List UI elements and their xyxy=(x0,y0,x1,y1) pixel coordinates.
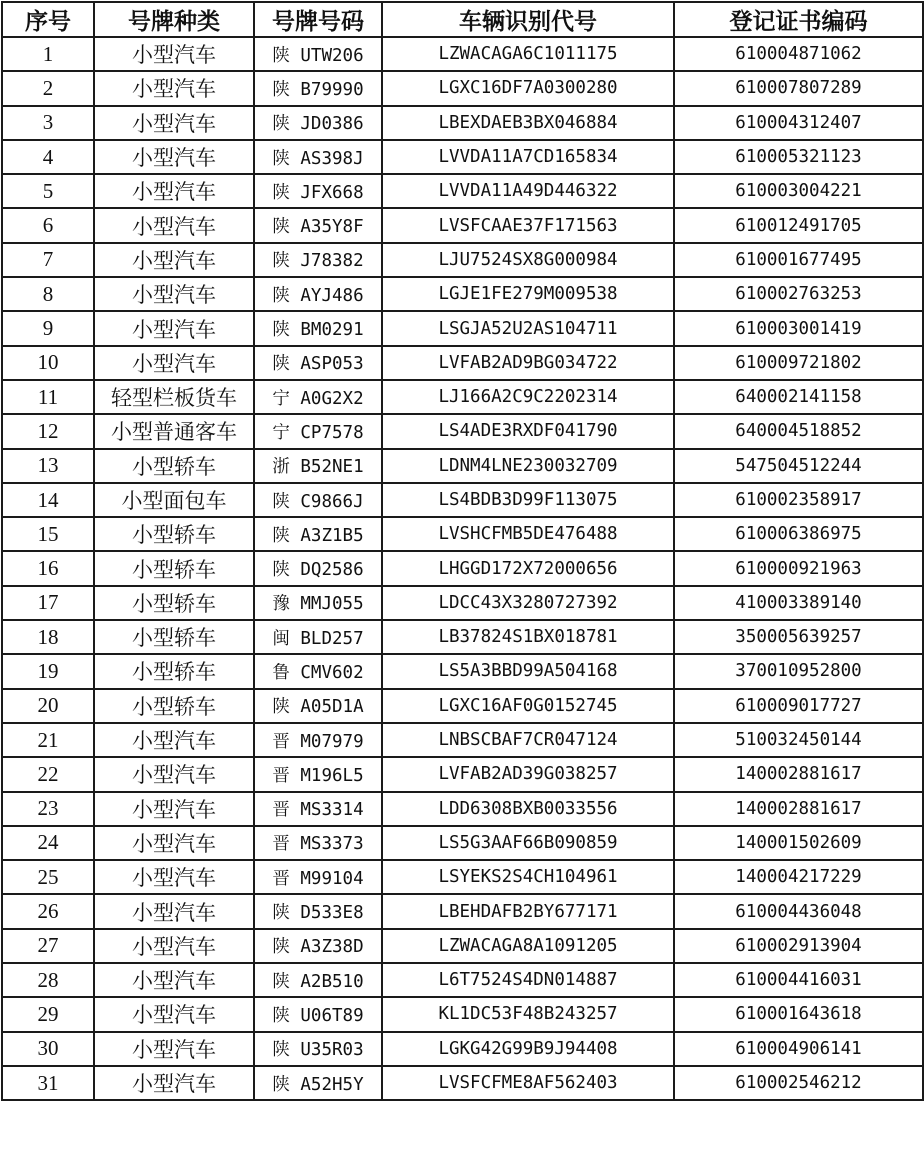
table-row xyxy=(2,689,923,723)
table-row xyxy=(2,311,923,345)
cell-plate-number: 陕 JD0386 xyxy=(254,106,382,140)
cell-seq: 27 xyxy=(2,929,94,963)
cell-seq: 5 xyxy=(2,174,94,208)
cell-certificate-code: 610000921963 xyxy=(674,551,923,585)
cell-plate-number: 晋 M07979 xyxy=(254,723,382,757)
cell-vin: L6T7524S4DN014887 xyxy=(382,963,674,997)
cell-plate-number: 陕 C9866J xyxy=(254,483,382,517)
cell-plate-type: 小型汽车 xyxy=(94,1066,254,1100)
cell-plate-number: 陕 UTW206 xyxy=(254,37,382,71)
cell-certificate-code: 610001677495 xyxy=(674,243,923,277)
table-row xyxy=(2,1032,923,1066)
cell-certificate-code: 140002881617 xyxy=(674,792,923,826)
table-row xyxy=(2,243,923,277)
table-row xyxy=(2,997,923,1031)
cell-seq: 14 xyxy=(2,483,94,517)
table-row xyxy=(2,380,923,414)
cell-seq: 15 xyxy=(2,517,94,551)
cell-vin: LBEXDAEB3BX046884 xyxy=(382,106,674,140)
cell-plate-type: 小型汽车 xyxy=(94,792,254,826)
cell-certificate-code: 547504512244 xyxy=(674,449,923,483)
cell-vin: LS5A3BBD99A504168 xyxy=(382,654,674,688)
cell-seq: 18 xyxy=(2,620,94,654)
cell-certificate-code: 640004518852 xyxy=(674,414,923,448)
table-row xyxy=(2,929,923,963)
cell-plate-number: 晋 MS3314 xyxy=(254,792,382,826)
header-row xyxy=(2,2,923,37)
cell-certificate-code: 610007807289 xyxy=(674,71,923,105)
cell-plate-number: 陕 B79990 xyxy=(254,71,382,105)
table-row xyxy=(2,551,923,585)
cell-certificate-code: 610001643618 xyxy=(674,997,923,1031)
cell-plate-number: 鲁 CMV602 xyxy=(254,654,382,688)
cell-vin: LVSFCFME8AF562403 xyxy=(382,1066,674,1100)
cell-plate-type: 小型汽车 xyxy=(94,997,254,1031)
cell-certificate-code: 140001502609 xyxy=(674,826,923,860)
table-row xyxy=(2,106,923,140)
table-row xyxy=(2,826,923,860)
cell-certificate-code: 610002913904 xyxy=(674,929,923,963)
cell-seq: 21 xyxy=(2,723,94,757)
cell-vin: LGKG42G99B9J94408 xyxy=(382,1032,674,1066)
cell-plate-type: 小型汽车 xyxy=(94,140,254,174)
cell-plate-number: 晋 M99104 xyxy=(254,860,382,894)
cell-certificate-code: 610003004221 xyxy=(674,174,923,208)
cell-plate-number: 宁 A0G2X2 xyxy=(254,380,382,414)
cell-plate-number: 陕 AYJ486 xyxy=(254,277,382,311)
cell-seq: 31 xyxy=(2,1066,94,1100)
cell-vin: LVFAB2AD39G038257 xyxy=(382,757,674,791)
cell-seq: 20 xyxy=(2,689,94,723)
cell-vin: LZWACAGA6C1011175 xyxy=(382,37,674,71)
cell-vin: LJU7524SX8G000984 xyxy=(382,243,674,277)
cell-vin: LDNM4LNE230032709 xyxy=(382,449,674,483)
table-row xyxy=(2,71,923,105)
cell-seq: 30 xyxy=(2,1032,94,1066)
cell-vin: LVVDA11A7CD165834 xyxy=(382,140,674,174)
cell-plate-number: 陕 U06T89 xyxy=(254,997,382,1031)
cell-plate-number: 陕 ASP053 xyxy=(254,346,382,380)
cell-certificate-code: 610003001419 xyxy=(674,311,923,345)
table-body xyxy=(2,37,923,1100)
table-row xyxy=(2,208,923,242)
cell-seq: 7 xyxy=(2,243,94,277)
cell-seq: 26 xyxy=(2,894,94,928)
cell-seq: 17 xyxy=(2,586,94,620)
cell-vin: LVSFCAAE37F171563 xyxy=(382,208,674,242)
cell-seq: 11 xyxy=(2,380,94,414)
cell-vin: LGXC16DF7A0300280 xyxy=(382,71,674,105)
cell-plate-number: 陕 D533E8 xyxy=(254,894,382,928)
cell-plate-type: 小型汽车 xyxy=(94,277,254,311)
cell-vin: LDCC43X3280727392 xyxy=(382,586,674,620)
cell-vin: KL1DC53F48B243257 xyxy=(382,997,674,1031)
cell-seq: 24 xyxy=(2,826,94,860)
cell-seq: 22 xyxy=(2,757,94,791)
cell-certificate-code: 140004217229 xyxy=(674,860,923,894)
cell-plate-type: 小型轿车 xyxy=(94,689,254,723)
table-row xyxy=(2,37,923,71)
cell-plate-type: 小型轿车 xyxy=(94,449,254,483)
cell-plate-type: 小型汽车 xyxy=(94,71,254,105)
cell-seq: 3 xyxy=(2,106,94,140)
cell-seq: 23 xyxy=(2,792,94,826)
header-seq: 序号 xyxy=(2,2,94,37)
cell-plate-type: 小型轿车 xyxy=(94,654,254,688)
cell-certificate-code: 510032450144 xyxy=(674,723,923,757)
cell-certificate-code: 370010952800 xyxy=(674,654,923,688)
table-row xyxy=(2,277,923,311)
cell-plate-number: 陕 JFX668 xyxy=(254,174,382,208)
cell-seq: 13 xyxy=(2,449,94,483)
table-row xyxy=(2,792,923,826)
header-plate-number: 号牌号码 xyxy=(254,2,382,37)
cell-plate-type: 小型面包车 xyxy=(94,483,254,517)
cell-plate-number: 陕 A2B510 xyxy=(254,963,382,997)
table-row xyxy=(2,1066,923,1100)
cell-certificate-code: 140002881617 xyxy=(674,757,923,791)
table-row xyxy=(2,517,923,551)
cell-vin: LVFAB2AD9BG034722 xyxy=(382,346,674,380)
cell-plate-type: 小型轿车 xyxy=(94,620,254,654)
cell-certificate-code: 610004871062 xyxy=(674,37,923,71)
table-row xyxy=(2,654,923,688)
cell-vin: LSGJA52U2AS104711 xyxy=(382,311,674,345)
cell-vin: LBEHDAFB2BY677171 xyxy=(382,894,674,928)
cell-vin: LS4BDB3D99F113075 xyxy=(382,483,674,517)
cell-vin: LVSHCFMB5DE476488 xyxy=(382,517,674,551)
cell-vin: LNBSCBAF7CR047124 xyxy=(382,723,674,757)
cell-certificate-code: 610002358917 xyxy=(674,483,923,517)
cell-plate-type: 小型轿车 xyxy=(94,517,254,551)
cell-plate-number: 陕 A35Y8F xyxy=(254,208,382,242)
table-row xyxy=(2,723,923,757)
cell-seq: 12 xyxy=(2,414,94,448)
cell-vin: LSYEKS2S4CH104961 xyxy=(382,860,674,894)
cell-plate-type: 轻型栏板货车 xyxy=(94,380,254,414)
cell-plate-number: 闽 BLD257 xyxy=(254,620,382,654)
cell-seq: 10 xyxy=(2,346,94,380)
cell-certificate-code: 640002141158 xyxy=(674,380,923,414)
table-row xyxy=(2,757,923,791)
cell-plate-type: 小型轿车 xyxy=(94,551,254,585)
cell-plate-type: 小型轿车 xyxy=(94,586,254,620)
cell-plate-type: 小型汽车 xyxy=(94,311,254,345)
cell-certificate-code: 610009721802 xyxy=(674,346,923,380)
cell-plate-number: 陕 BM0291 xyxy=(254,311,382,345)
cell-seq: 16 xyxy=(2,551,94,585)
cell-plate-number: 陕 J78382 xyxy=(254,243,382,277)
cell-seq: 19 xyxy=(2,654,94,688)
cell-seq: 6 xyxy=(2,208,94,242)
cell-plate-number: 陕 A52H5Y xyxy=(254,1066,382,1100)
cell-plate-type: 小型汽车 xyxy=(94,826,254,860)
cell-vin: LDD6308BXB0033556 xyxy=(382,792,674,826)
cell-plate-type: 小型汽车 xyxy=(94,723,254,757)
cell-plate-type: 小型汽车 xyxy=(94,106,254,140)
cell-plate-number: 宁 CP7578 xyxy=(254,414,382,448)
cell-plate-type: 小型汽车 xyxy=(94,757,254,791)
cell-certificate-code: 610004906141 xyxy=(674,1032,923,1066)
cell-certificate-code: 610002546212 xyxy=(674,1066,923,1100)
cell-seq: 28 xyxy=(2,963,94,997)
cell-plate-number: 陕 DQ2586 xyxy=(254,551,382,585)
header-plate-type: 号牌种类 xyxy=(94,2,254,37)
cell-plate-type: 小型汽车 xyxy=(94,1032,254,1066)
cell-plate-type: 小型汽车 xyxy=(94,243,254,277)
cell-plate-type: 小型普通客车 xyxy=(94,414,254,448)
cell-certificate-code: 610012491705 xyxy=(674,208,923,242)
cell-plate-type: 小型汽车 xyxy=(94,860,254,894)
table-row xyxy=(2,620,923,654)
table-row xyxy=(2,174,923,208)
cell-vin: LHGGD172X72000656 xyxy=(382,551,674,585)
cell-vin: LJ166A2C9C2202314 xyxy=(382,380,674,414)
table-row xyxy=(2,860,923,894)
cell-vin: LZWACAGA8A1091205 xyxy=(382,929,674,963)
cell-certificate-code: 610004416031 xyxy=(674,963,923,997)
cell-plate-type: 小型汽车 xyxy=(94,346,254,380)
cell-vin: LVVDA11A49D446322 xyxy=(382,174,674,208)
cell-plate-number: 陕 A3Z1B5 xyxy=(254,517,382,551)
cell-plate-number: 晋 MS3373 xyxy=(254,826,382,860)
cell-plate-number: 陕 AS398J xyxy=(254,140,382,174)
table-row xyxy=(2,449,923,483)
cell-vin: LS5G3AAF66B090859 xyxy=(382,826,674,860)
cell-plate-type: 小型汽车 xyxy=(94,174,254,208)
cell-seq: 2 xyxy=(2,71,94,105)
cell-vin: LS4ADE3RXDF041790 xyxy=(382,414,674,448)
cell-plate-type: 小型汽车 xyxy=(94,37,254,71)
cell-plate-number: 陕 A05D1A xyxy=(254,689,382,723)
cell-plate-number: 晋 M196L5 xyxy=(254,757,382,791)
cell-seq: 9 xyxy=(2,311,94,345)
table-row xyxy=(2,894,923,928)
cell-plate-number: 陕 U35R03 xyxy=(254,1032,382,1066)
header-certificate-code: 登记证书编码 xyxy=(674,2,923,37)
cell-plate-type: 小型汽车 xyxy=(94,208,254,242)
table-row xyxy=(2,963,923,997)
cell-certificate-code: 610006386975 xyxy=(674,517,923,551)
table-header xyxy=(2,2,923,37)
cell-certificate-code: 610004312407 xyxy=(674,106,923,140)
cell-certificate-code: 350005639257 xyxy=(674,620,923,654)
cell-plate-number: 豫 MMJ055 xyxy=(254,586,382,620)
table-row xyxy=(2,140,923,174)
cell-seq: 25 xyxy=(2,860,94,894)
cell-seq: 8 xyxy=(2,277,94,311)
cell-plate-type: 小型汽车 xyxy=(94,894,254,928)
header-vin: 车辆识别代号 xyxy=(382,2,674,37)
cell-certificate-code: 610004436048 xyxy=(674,894,923,928)
cell-plate-number: 浙 B52NE1 xyxy=(254,449,382,483)
cell-plate-type: 小型汽车 xyxy=(94,963,254,997)
cell-seq: 1 xyxy=(2,37,94,71)
table-row xyxy=(2,483,923,517)
table-row xyxy=(2,586,923,620)
cell-certificate-code: 410003389140 xyxy=(674,586,923,620)
cell-seq: 29 xyxy=(2,997,94,1031)
cell-certificate-code: 610009017727 xyxy=(674,689,923,723)
cell-plate-number: 陕 A3Z38D xyxy=(254,929,382,963)
cell-vin: LB37824S1BX018781 xyxy=(382,620,674,654)
cell-vin: LGXC16AF0G0152745 xyxy=(382,689,674,723)
vehicle-registration-table xyxy=(1,1,924,1101)
cell-vin: LGJE1FE279M009538 xyxy=(382,277,674,311)
table-row xyxy=(2,346,923,380)
cell-plate-type: 小型汽车 xyxy=(94,929,254,963)
table-row xyxy=(2,414,923,448)
cell-certificate-code: 610002763253 xyxy=(674,277,923,311)
cell-seq: 4 xyxy=(2,140,94,174)
cell-certificate-code: 610005321123 xyxy=(674,140,923,174)
